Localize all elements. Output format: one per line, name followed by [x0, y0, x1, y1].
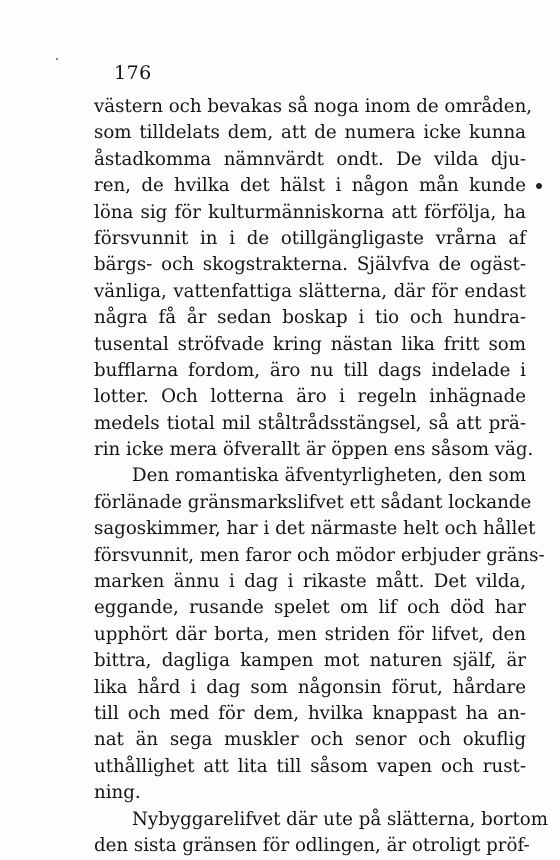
- paragraph-1: [94, 94, 534, 463]
- text-line: försvunnit in i de otillgängligaste vrårna af: [94, 227, 526, 249]
- text-line: marken ännu i dag i rikaste mått. Det vilda,: [94, 571, 526, 593]
- text-line: lotter. Och lotterna äro i regeln inhägnade: [94, 386, 526, 408]
- text-line: lika hård i dag som någonsin förut, hårdare: [94, 676, 526, 698]
- text-line: medels tiotal mil ståltrådsstängsel, så att prä-: [94, 412, 526, 434]
- text-line: sagoskimmer, har i det närmaste helt och hållet: [94, 518, 536, 540]
- text-line: några få år sedan boskap i tio och hundra-: [94, 307, 526, 329]
- text-line: bittra, dagliga kampen mot naturen själf, är: [94, 650, 526, 672]
- text-line: rin icke mera öfverallt är öppen ens såsom väg.: [94, 439, 534, 461]
- text-line: Nybyggarelifvet där ute på slätterna, bortom: [132, 808, 548, 830]
- text-line: som tilldelats dem, att de numera icke kunna: [94, 122, 526, 144]
- body-text: [94, 94, 548, 859]
- text-line: uthållighet att lita till såsom vapen och rust-: [94, 755, 526, 777]
- text-line: nat än sega muskler och senor och okuflig: [94, 729, 526, 751]
- text-line: vänliga, vattenfattiga slätterna, där för endast: [94, 280, 526, 302]
- paragraph-2: [94, 463, 545, 806]
- text-line: västern och bevakas så noga inom de områden,: [94, 96, 533, 117]
- text-line: upphört där borta, men striden för lifvet, den: [94, 623, 526, 645]
- paragraph-3: [94, 807, 548, 860]
- text-line: tusental ströfvade kring nästan lika fritt som: [94, 333, 526, 355]
- text-line: den sista gränsen för odlingen, är otroligt pröf-: [94, 834, 530, 856]
- text-line: förlänade gränsmarkslifvet ett sådant lockande: [94, 491, 532, 513]
- text-line: eggande, rusande spelet om lif och död har: [94, 597, 526, 619]
- text-line: åstadkomma nämnvärdt ondt. De vilda dju-: [94, 148, 526, 170]
- text-line: bufflarna fordom, äro nu till dags indelade i: [94, 359, 526, 381]
- text-line: försvunnit, men faror och mödor erbjuder gräns-: [94, 544, 545, 566]
- page-number: 176: [114, 62, 152, 84]
- paper-speck: [56, 58, 58, 60]
- text-line: Den romantiska äfventyrligheten, den som: [132, 465, 526, 487]
- text-line: bärgs- och skogstrakterna. Självfva de ogäst-: [94, 254, 526, 276]
- text-line: löna sig för kulturmänniskorna att förfölja, ha: [94, 201, 526, 223]
- text-line: ren, de hvilka det hälst i någon mån kunde: [94, 175, 526, 197]
- text-line: ning.: [94, 782, 141, 804]
- margin-ink-dot: [536, 183, 542, 189]
- text-line: till och med för dem, hvilka knappast ha an-: [94, 702, 526, 724]
